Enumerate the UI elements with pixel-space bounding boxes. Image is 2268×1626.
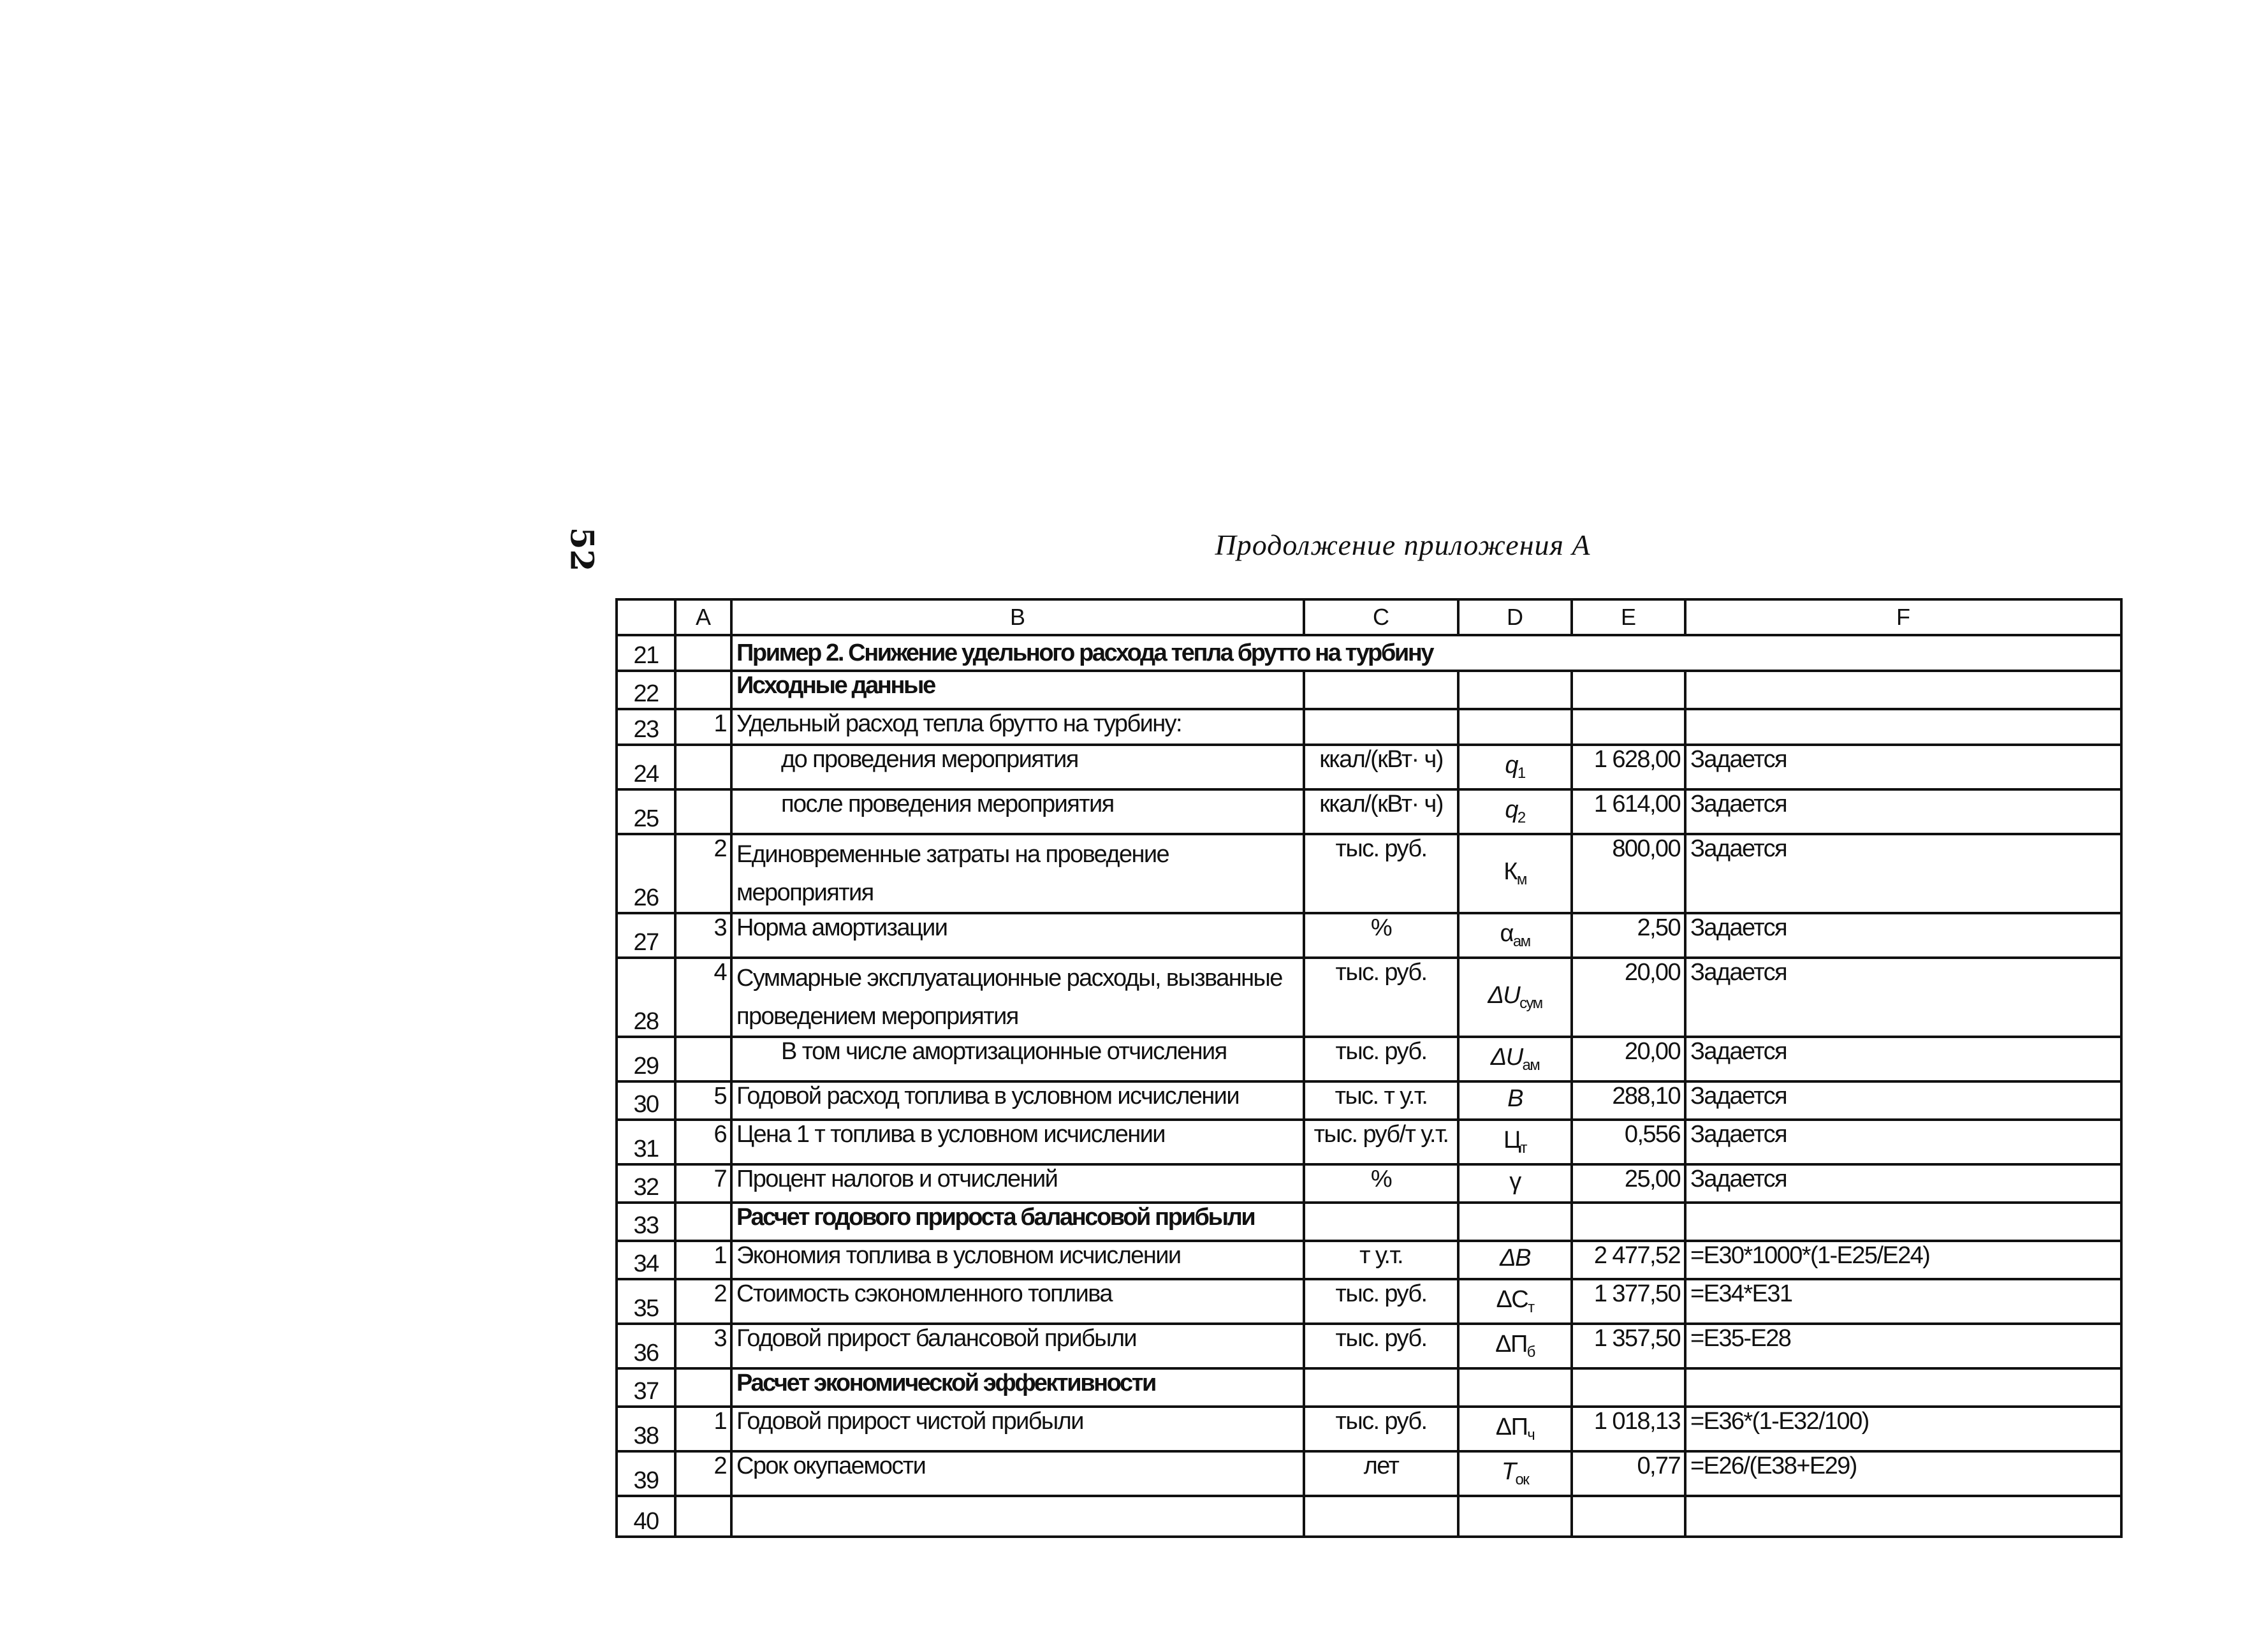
unit-cell[interactable]: % bbox=[1304, 913, 1458, 958]
formula-cell[interactable]: =E30*1000*(1-E25/E24) bbox=[1685, 1241, 2121, 1279]
row-number[interactable]: 28 bbox=[617, 958, 675, 1037]
description-cell[interactable] bbox=[731, 1496, 1304, 1537]
description-cell[interactable] bbox=[731, 1451, 1304, 1496]
row-number[interactable]: 21 bbox=[617, 635, 675, 671]
symbol-subscript: т bbox=[1528, 1299, 1534, 1316]
value-cell[interactable]: 1 614,00 bbox=[1572, 789, 1685, 834]
table-row bbox=[617, 913, 2121, 958]
description-cell[interactable] bbox=[731, 671, 1304, 709]
formula-cell[interactable]: =E26/(E38+E29) bbox=[1685, 1451, 2121, 1496]
symbol-text: q bbox=[1505, 796, 1518, 823]
column-header-c[interactable]: C bbox=[1304, 599, 1458, 635]
table-row bbox=[617, 1241, 2121, 1279]
symbol-subscript: ам bbox=[1512, 933, 1530, 950]
spreadsheet-table bbox=[615, 598, 2123, 1538]
description-text: Норма амортизации bbox=[736, 914, 947, 941]
description-text: до проведения мероприятия bbox=[781, 746, 1078, 773]
item-number-cell[interactable]: 4 bbox=[675, 958, 731, 1037]
formula-cell[interactable]: Задается bbox=[1685, 1120, 2121, 1164]
value-cell[interactable]: 288,10 bbox=[1572, 1081, 1685, 1120]
symbol-cell[interactable] bbox=[1458, 1279, 1572, 1324]
description-cell[interactable] bbox=[731, 789, 1304, 834]
table-row bbox=[617, 1368, 2121, 1407]
formula-cell[interactable]: Задается bbox=[1685, 913, 2121, 958]
description-text: В том числе амортизационные отчисления bbox=[781, 1038, 1227, 1065]
symbol-subscript: сум bbox=[1519, 995, 1542, 1012]
symbol-text: α bbox=[1500, 920, 1513, 947]
corner-cell bbox=[617, 599, 675, 635]
row-number[interactable]: 33 bbox=[617, 1203, 675, 1241]
symbol-subscript: т bbox=[1520, 1139, 1526, 1157]
item-number-cell[interactable] bbox=[675, 745, 731, 789]
formula-cell[interactable]: =E35-E28 bbox=[1685, 1324, 2121, 1368]
table-row bbox=[617, 1081, 2121, 1120]
formula-cell[interactable]: Задается bbox=[1685, 1164, 2121, 1203]
symbol-cell[interactable] bbox=[1458, 1368, 1572, 1407]
description-cell[interactable] bbox=[731, 958, 1304, 1037]
column-header-d[interactable]: D bbox=[1458, 599, 1572, 635]
row-number[interactable]: 29 bbox=[617, 1037, 675, 1081]
row-number[interactable]: 37 bbox=[617, 1368, 675, 1407]
item-number-cell[interactable]: 1 bbox=[675, 1241, 731, 1279]
unit-cell[interactable]: т у.т. bbox=[1304, 1241, 1458, 1279]
formula-cell[interactable]: Задается bbox=[1685, 745, 2121, 789]
column-header-f[interactable]: F bbox=[1685, 599, 2121, 635]
symbol-cell[interactable] bbox=[1458, 1081, 1572, 1120]
unit-cell[interactable] bbox=[1304, 671, 1458, 709]
item-number-cell[interactable]: 7 bbox=[675, 1164, 731, 1203]
value-cell[interactable] bbox=[1572, 671, 1685, 709]
value-cell[interactable] bbox=[1572, 709, 1685, 745]
item-number-cell[interactable] bbox=[675, 1368, 731, 1407]
formula-cell[interactable] bbox=[1685, 671, 2121, 709]
table-row bbox=[617, 1164, 2121, 1203]
symbol-subscript: ок bbox=[1515, 1471, 1529, 1488]
description-text: Срок окупаемости bbox=[736, 1453, 926, 1479]
table-row bbox=[617, 834, 2121, 913]
table-row bbox=[617, 709, 2121, 745]
description-text: Расчет экономической эффективности bbox=[736, 1370, 1155, 1396]
description-text: Цена 1 т топлива в условном исчислении bbox=[736, 1121, 1165, 1148]
table-row bbox=[617, 1324, 2121, 1368]
symbol-text: γ bbox=[1509, 1168, 1521, 1195]
item-number-cell[interactable]: 2 bbox=[675, 1279, 731, 1324]
item-number-cell[interactable] bbox=[675, 1203, 731, 1241]
symbol-subscript: 2 bbox=[1517, 809, 1525, 826]
item-number-cell[interactable] bbox=[675, 1496, 731, 1537]
value-cell[interactable] bbox=[1572, 1368, 1685, 1407]
unit-cell[interactable]: тыс. руб. bbox=[1304, 834, 1458, 913]
unit-cell[interactable] bbox=[1304, 709, 1458, 745]
formula-cell[interactable]: Задается bbox=[1685, 834, 2121, 913]
column-header-a[interactable]: A bbox=[675, 599, 731, 635]
description-cell[interactable] bbox=[731, 913, 1304, 958]
symbol-cell[interactable] bbox=[1458, 1203, 1572, 1241]
unit-cell[interactable]: лет bbox=[1304, 1451, 1458, 1496]
formula-cell[interactable]: Задается bbox=[1685, 789, 2121, 834]
description-cell[interactable] bbox=[731, 834, 1304, 913]
unit-cell[interactable]: тыс. руб. bbox=[1304, 1037, 1458, 1081]
row-number[interactable]: 35 bbox=[617, 1279, 675, 1324]
description-cell[interactable] bbox=[731, 1203, 1304, 1241]
value-cell[interactable]: 20,00 bbox=[1572, 958, 1685, 1037]
table-row bbox=[617, 789, 2121, 834]
row-number[interactable]: 31 bbox=[617, 1120, 675, 1164]
symbol-cell[interactable] bbox=[1458, 1241, 1572, 1279]
symbol-text: T bbox=[1501, 1458, 1516, 1485]
symbol-text: К bbox=[1503, 858, 1517, 885]
value-cell[interactable]: 25,00 bbox=[1572, 1164, 1685, 1203]
table-row bbox=[617, 745, 2121, 789]
row-number[interactable]: 34 bbox=[617, 1241, 675, 1279]
table-row bbox=[617, 1279, 2121, 1324]
symbol-cell[interactable] bbox=[1458, 1324, 1572, 1368]
item-number-cell[interactable]: 1 bbox=[675, 709, 731, 745]
symbol-text: ΔП bbox=[1495, 1414, 1528, 1440]
table-row bbox=[617, 1496, 2121, 1537]
formula-cell[interactable]: Задается bbox=[1685, 1037, 2121, 1081]
description-text: Экономия топлива в условном исчислении bbox=[736, 1242, 1181, 1269]
item-number-cell[interactable]: 2 bbox=[675, 834, 731, 913]
section-title-cell[interactable]: Пример 2. Снижение удельного расхода тепла брутто на турбину bbox=[731, 635, 2121, 671]
table-body bbox=[617, 635, 2121, 1537]
description-text: Расчет годового прироста балансовой прибыли bbox=[736, 1204, 1255, 1231]
description-cell[interactable] bbox=[731, 745, 1304, 789]
symbol-cell[interactable] bbox=[1458, 1037, 1572, 1081]
row-number[interactable]: 40 bbox=[617, 1496, 675, 1537]
description-text: Удельный расход тепла брутто на турбину: bbox=[736, 710, 1182, 737]
item-number-cell[interactable]: 5 bbox=[675, 1081, 731, 1120]
description-text: Единовременные затраты на проведение мероприятия bbox=[736, 841, 1169, 906]
unit-cell[interactable]: тыс. руб/т у.т. bbox=[1304, 1120, 1458, 1164]
description-text: Исходные данные bbox=[736, 672, 935, 699]
value-cell[interactable]: 2,50 bbox=[1572, 913, 1685, 958]
symbol-text: B bbox=[1507, 1085, 1523, 1112]
symbol-cell[interactable] bbox=[1458, 789, 1572, 834]
description-text: Годовой прирост чистой прибыли bbox=[736, 1408, 1083, 1435]
value-cell[interactable] bbox=[1572, 1203, 1685, 1241]
table-row bbox=[617, 1120, 2121, 1164]
description-cell[interactable] bbox=[731, 1037, 1304, 1081]
unit-cell[interactable]: тыс. руб. bbox=[1304, 958, 1458, 1037]
symbol-text: ΔС bbox=[1496, 1286, 1528, 1313]
value-cell[interactable]: 0,77 bbox=[1572, 1451, 1685, 1496]
description-text: Суммарные эксплуатационные расходы, вызванные проведением мероприятия bbox=[736, 965, 1282, 1030]
symbol-text: ΔB bbox=[1500, 1245, 1530, 1271]
unit-cell[interactable] bbox=[1304, 1203, 1458, 1241]
row-number[interactable]: 32 bbox=[617, 1164, 675, 1203]
formula-cell[interactable] bbox=[1685, 1203, 2121, 1241]
symbol-cell[interactable] bbox=[1458, 958, 1572, 1037]
row-number[interactable]: 26 bbox=[617, 834, 675, 913]
value-cell[interactable] bbox=[1572, 1496, 1685, 1537]
symbol-cell[interactable] bbox=[1458, 1407, 1572, 1451]
symbol-text: Ц bbox=[1503, 1127, 1521, 1154]
symbol-subscript: м bbox=[1516, 871, 1526, 888]
row-number[interactable]: 36 bbox=[617, 1324, 675, 1368]
symbol-cell[interactable] bbox=[1458, 913, 1572, 958]
value-cell[interactable]: 2 477,52 bbox=[1572, 1241, 1685, 1279]
description-cell[interactable] bbox=[731, 1081, 1304, 1120]
description-cell[interactable] bbox=[731, 1368, 1304, 1407]
description-cell[interactable] bbox=[731, 1241, 1304, 1279]
item-number-cell[interactable]: 3 bbox=[675, 913, 731, 958]
symbol-subscript: 1 bbox=[1517, 765, 1525, 782]
unit-cell[interactable]: тыс. руб. bbox=[1304, 1407, 1458, 1451]
symbol-cell[interactable] bbox=[1458, 834, 1572, 913]
page-caption: Продолжение приложения А bbox=[1215, 529, 1591, 561]
value-cell[interactable]: 800,00 bbox=[1572, 834, 1685, 913]
unit-cell[interactable] bbox=[1304, 1368, 1458, 1407]
page-number: 52 bbox=[563, 527, 601, 572]
table-row bbox=[617, 1451, 2121, 1496]
item-number-cell[interactable] bbox=[675, 671, 731, 709]
row-number[interactable]: 39 bbox=[617, 1451, 675, 1496]
description-cell[interactable] bbox=[731, 1120, 1304, 1164]
table-row bbox=[617, 1203, 2121, 1241]
value-cell[interactable]: 1 357,50 bbox=[1572, 1324, 1685, 1368]
row-number[interactable]: 23 bbox=[617, 709, 675, 745]
symbol-cell[interactable] bbox=[1458, 671, 1572, 709]
symbol-text: ΔU bbox=[1490, 1044, 1523, 1071]
formula-cell[interactable] bbox=[1685, 1368, 2121, 1407]
value-cell[interactable]: 1 018,13 bbox=[1572, 1407, 1685, 1451]
symbol-subscript: б bbox=[1526, 1344, 1535, 1361]
symbol-cell[interactable] bbox=[1458, 745, 1572, 789]
symbol-text: ΔU bbox=[1488, 982, 1520, 1009]
column-header-e[interactable]: E bbox=[1572, 599, 1685, 635]
item-number-cell[interactable]: 2 bbox=[675, 1451, 731, 1496]
unit-cell[interactable]: ккал/(кВт· ч) bbox=[1304, 745, 1458, 789]
unit-cell[interactable]: ккал/(кВт· ч) bbox=[1304, 789, 1458, 834]
symbol-cell[interactable] bbox=[1458, 709, 1572, 745]
cell-a[interactable] bbox=[675, 635, 731, 671]
unit-cell[interactable]: % bbox=[1304, 1164, 1458, 1203]
item-number-cell[interactable]: 6 bbox=[675, 1120, 731, 1164]
formula-cell[interactable]: Задается bbox=[1685, 958, 2121, 1037]
unit-cell[interactable]: тыс. руб. bbox=[1304, 1279, 1458, 1324]
table-row bbox=[617, 635, 2121, 671]
description-text: Процент налогов и отчислений bbox=[736, 1166, 1058, 1192]
symbol-cell[interactable] bbox=[1458, 1164, 1572, 1203]
value-cell[interactable]: 1 628,00 bbox=[1572, 745, 1685, 789]
formula-cell[interactable]: Задается bbox=[1685, 1081, 2121, 1120]
description-cell[interactable] bbox=[731, 1164, 1304, 1203]
unit-cell[interactable] bbox=[1304, 1496, 1458, 1537]
symbol-subscript: ам bbox=[1522, 1057, 1540, 1074]
table-row bbox=[617, 1407, 2121, 1451]
table-row bbox=[617, 671, 2121, 709]
description-text: Годовой прирост балансовой прибыли bbox=[736, 1325, 1137, 1352]
item-number-cell[interactable]: 3 bbox=[675, 1324, 731, 1368]
formula-cell[interactable] bbox=[1685, 709, 2121, 745]
symbol-subscript: ч bbox=[1527, 1426, 1535, 1444]
description-text: Стоимость сэкономленного топлива bbox=[736, 1280, 1112, 1307]
description-cell[interactable] bbox=[731, 709, 1304, 745]
formula-cell[interactable] bbox=[1685, 1496, 2121, 1537]
row-number[interactable]: 27 bbox=[617, 913, 675, 958]
row-number[interactable]: 30 bbox=[617, 1081, 675, 1120]
table-row bbox=[617, 958, 2121, 1037]
description-cell[interactable] bbox=[731, 1279, 1304, 1324]
row-number[interactable]: 22 bbox=[617, 671, 675, 709]
unit-cell[interactable]: тыс. т у.т. bbox=[1304, 1081, 1458, 1120]
formula-cell[interactable]: =E34*E31 bbox=[1685, 1279, 2121, 1324]
item-number-cell[interactable] bbox=[675, 789, 731, 834]
table-row bbox=[617, 1037, 2121, 1081]
item-number-cell[interactable] bbox=[675, 1037, 731, 1081]
description-cell[interactable] bbox=[731, 1324, 1304, 1368]
symbol-text: q bbox=[1505, 752, 1518, 779]
symbol-cell[interactable] bbox=[1458, 1496, 1572, 1537]
item-number-cell[interactable]: 1 bbox=[675, 1407, 731, 1451]
description-cell[interactable] bbox=[731, 1407, 1304, 1451]
row-number[interactable]: 38 bbox=[617, 1407, 675, 1451]
formula-cell[interactable]: =E36*(1-E32/100) bbox=[1685, 1407, 2121, 1451]
symbol-text: ΔП bbox=[1495, 1331, 1527, 1358]
description-text: после проведения мероприятия bbox=[781, 791, 1114, 817]
value-cell[interactable]: 1 377,50 bbox=[1572, 1279, 1685, 1324]
value-cell[interactable]: 20,00 bbox=[1572, 1037, 1685, 1081]
unit-cell[interactable]: тыс. руб. bbox=[1304, 1324, 1458, 1368]
row-number[interactable]: 25 bbox=[617, 789, 675, 834]
value-cell[interactable]: 0,556 bbox=[1572, 1120, 1685, 1164]
row-number[interactable]: 24 bbox=[617, 745, 675, 789]
symbol-cell[interactable] bbox=[1458, 1451, 1572, 1496]
symbol-cell[interactable] bbox=[1458, 1120, 1572, 1164]
column-header-row bbox=[617, 599, 2121, 635]
column-header-b[interactable]: B bbox=[731, 599, 1304, 635]
description-text: Годовой расход топлива в условном исчислении bbox=[736, 1083, 1239, 1110]
